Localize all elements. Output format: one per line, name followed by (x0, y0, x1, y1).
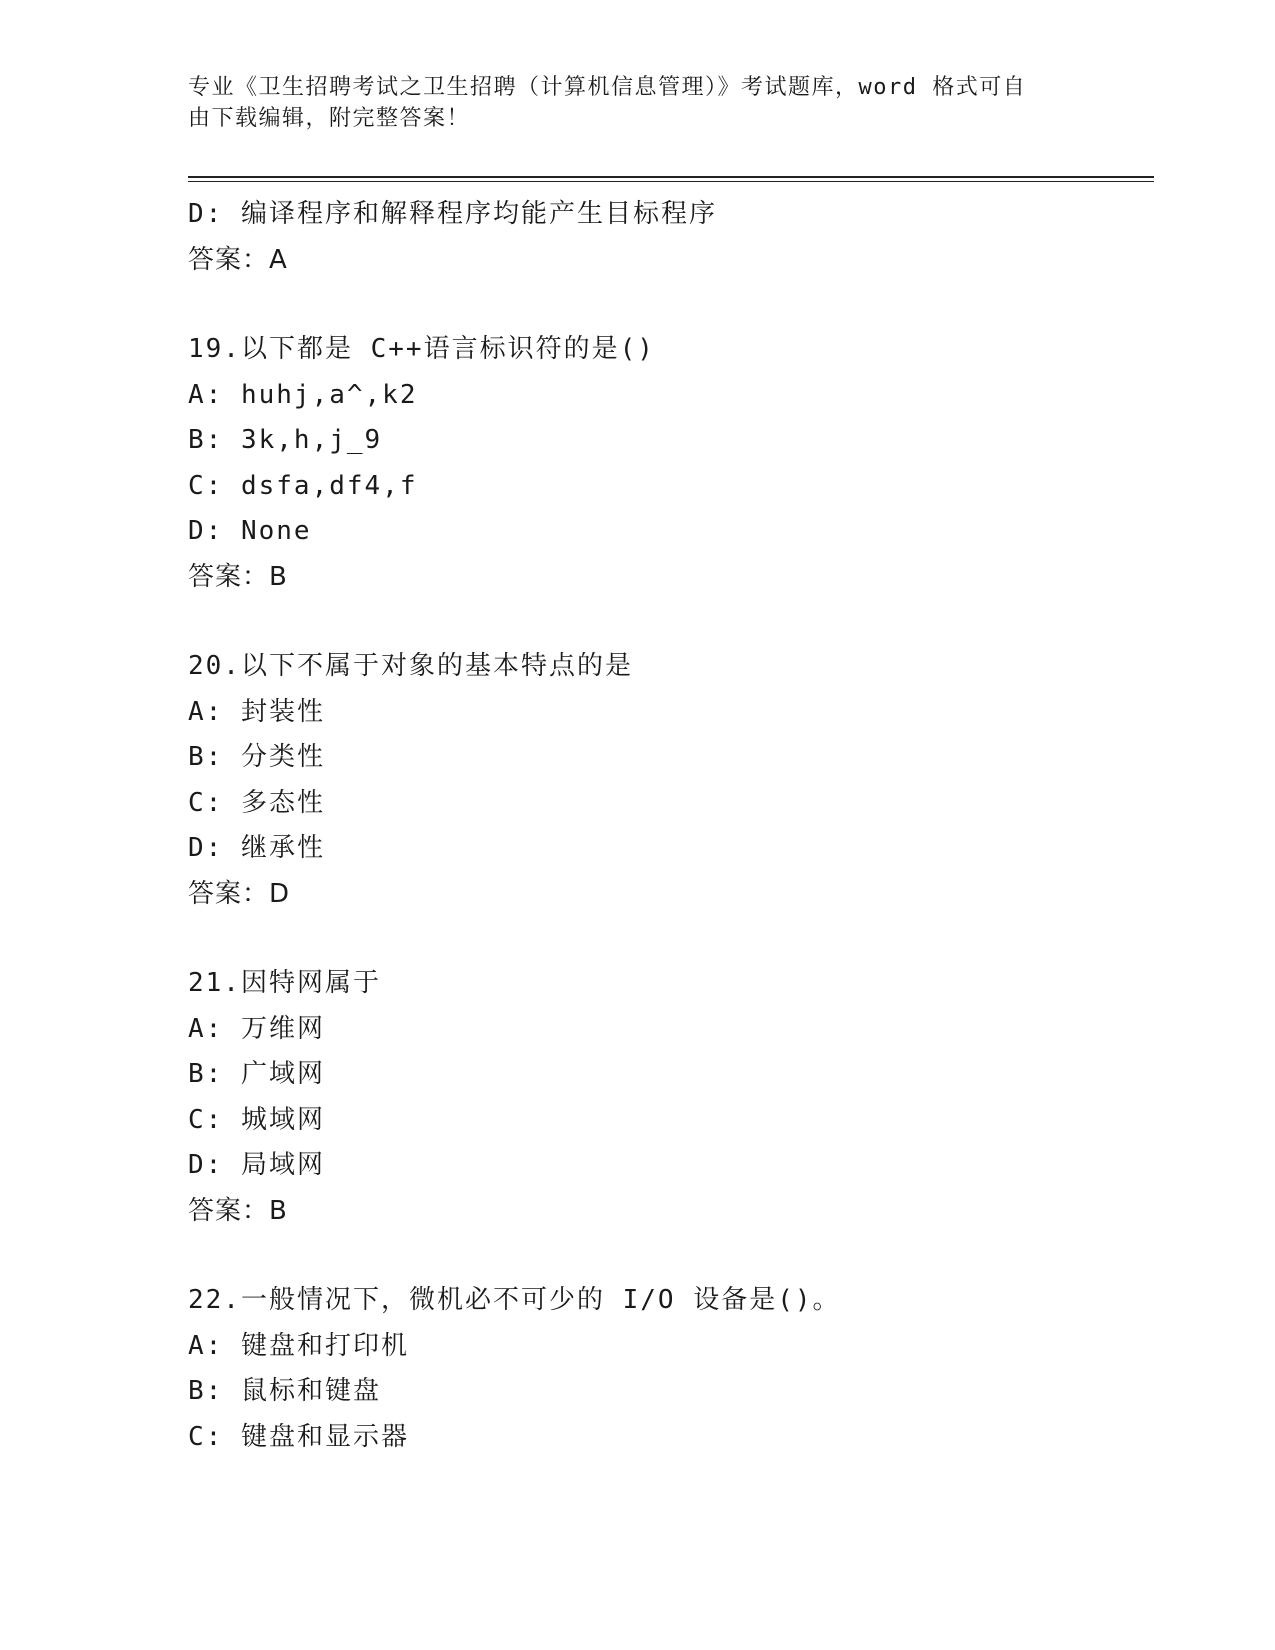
header-divider (188, 176, 1154, 178)
option-c: C: dsfa,df4,f (188, 470, 418, 501)
question-20 (188, 644, 1154, 917)
question-list (188, 192, 1154, 1460)
spacer (188, 917, 1154, 961)
answer-label: 答案：B (188, 561, 288, 592)
header-line-1: 专业《卫生招聘考试之卫生招聘（计算机信息管理）》考试题库，word 格式可自 (188, 75, 1027, 100)
spacer (188, 600, 1154, 644)
question-stem: 20.以下不属于对象的基本特点的是 (188, 651, 633, 681)
question-21 (188, 961, 1154, 1234)
document-header (188, 72, 1068, 134)
option-a: A: 键盘和打印机 (188, 1330, 409, 1361)
option-d: D: 继承性 (188, 833, 325, 863)
option-d: D: 编译程序和解释程序均能产生目标程序 (188, 199, 717, 229)
option-b: B: 3k,h,j_9 (188, 425, 383, 455)
option-b: B: 广域网 (188, 1059, 325, 1089)
header-divider-thin (188, 181, 1154, 182)
option-c: C: 城域网 (188, 1104, 325, 1135)
option-c: C: 键盘和显示器 (188, 1421, 409, 1452)
option-a: A: 封装性 (188, 696, 325, 727)
spacer (188, 1234, 1154, 1278)
question-stem: 22.一般情况下，微机必不可少的 I/O 设备是()。 (188, 1285, 841, 1315)
option-b: B: 分类性 (188, 742, 325, 772)
question-22 (188, 1278, 1154, 1460)
question-19 (188, 327, 1154, 600)
question-stem: 21.因特网属于 (188, 968, 381, 998)
answer-label: 答案：B (188, 1195, 288, 1226)
option-d: D: None (188, 516, 312, 546)
answer-label: 答案：D (188, 878, 291, 909)
option-b: B: 鼠标和键盘 (188, 1376, 381, 1406)
option-a: A: 万维网 (188, 1013, 325, 1044)
option-c: C: 多态性 (188, 787, 325, 818)
header-line-2: 由下载编辑，附完整答案！ (188, 106, 471, 131)
option-d: D: 局域网 (188, 1150, 325, 1180)
option-a: A: huhj,a^,k2 (188, 379, 418, 410)
spacer (188, 283, 1154, 327)
answer-label: 答案：A (188, 244, 288, 275)
question-stem: 19.以下都是 C++语言标识符的是() (188, 334, 655, 364)
